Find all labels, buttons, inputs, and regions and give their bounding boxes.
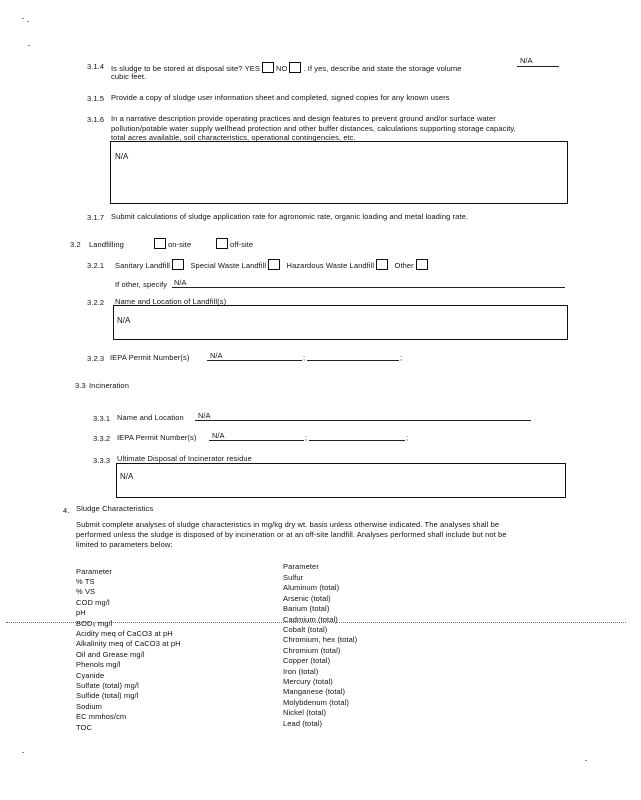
parameter-item: Lead (total) [283, 718, 323, 728]
landfill-permit-value[interactable]: N/A [210, 351, 223, 360]
incinerator-residue-label: Ultimate Disposal of Incinerator residue [117, 454, 252, 463]
parameter-col2-header: Parameter [283, 562, 319, 571]
yes-checkbox[interactable] [262, 62, 274, 73]
landfill-permit-separator-1: ; [303, 353, 306, 362]
parameter-item: EC mmhos/cm [76, 712, 127, 722]
special-waste-landfill-label: Special Waste Landfill [190, 261, 267, 270]
parameter-item: pH [76, 608, 86, 618]
section-3-2-3-number: 3.2.3 [87, 354, 105, 363]
section-3-2-2-number: 3.2.2 [87, 298, 105, 307]
incinerator-name-location-value[interactable]: N/A [198, 411, 211, 420]
section-4-number: 4. [63, 506, 70, 515]
parameter-item: Manganese (total) [283, 687, 346, 697]
incinerator-permit-value[interactable]: N/A [212, 431, 225, 440]
section-3-3-number: 3.3 [75, 381, 86, 390]
section-3-1-4-number: 3.1.4 [87, 62, 105, 71]
scan-speck [27, 21, 29, 22]
scan-speck [28, 45, 30, 46]
sludge-para-line3: limited to parameters below: [76, 540, 173, 549]
offsite-option [214, 238, 253, 249]
parameter-item: Phenols mg/l [76, 660, 121, 670]
parameter-item: Acidity meq of CaCO3 at pH [76, 629, 173, 638]
incineration-label: Incineration [89, 381, 129, 390]
parameter-item: % VS [76, 587, 96, 597]
landfill-name-location-value: N/A [117, 316, 131, 325]
other-specify-label: If other, specify [115, 280, 168, 289]
section-3-1-4-question [111, 62, 462, 73]
storage-question-tail: . If yes, describe and state the storage volume [303, 64, 462, 73]
incinerator-permit-separator-1: ; [305, 433, 308, 442]
other-landfill-checkbox[interactable] [416, 259, 428, 270]
parameter-item: Sulfur [283, 573, 304, 582]
no-checkbox[interactable] [289, 62, 301, 73]
parameter-item: Barium (total) [283, 604, 330, 614]
landfill-permit-line-1 [207, 360, 302, 361]
sanitary-landfill-label: Sanitary Landfill [115, 261, 171, 270]
scan-speck [22, 752, 24, 753]
landfill-permit-separator-2: ; [400, 353, 403, 362]
sludge-para-line2: performed unless the sludge is disposed of by incineration or at an off-site landfill. Analyses performed shall include but not be [76, 530, 507, 539]
parameter-item: Sodium [76, 701, 103, 711]
other-specify-value[interactable]: N/A [174, 278, 187, 287]
storage-question-text: Is sludge to be stored at disposal site? YES [111, 64, 260, 73]
parameter-item: Aluminum (total) [283, 583, 340, 593]
special-waste-landfill-checkbox[interactable] [268, 259, 280, 270]
sludge-characteristics-title: Sludge Characteristics [76, 504, 154, 513]
parameter-item: % TS [76, 577, 95, 586]
landfill-name-location-box[interactable] [113, 305, 568, 340]
incinerator-name-location-label: Name and Location [117, 413, 184, 422]
parameter-item: Sulfide (total) mg/l [76, 691, 139, 701]
parameter-item: Arsenic (total) [283, 593, 331, 603]
incinerator-name-location-line [195, 420, 531, 421]
parameter-item: Sulfate (total) mg/l [76, 681, 139, 690]
landfill-permit-line-2 [307, 360, 399, 361]
sludge-para-line1: Submit complete analyses of sludge characteristics in mg/kg dry wt. basis unless otherwise indicated. The analyses shall be [76, 520, 500, 529]
parameter-item: Cyanide [76, 670, 105, 680]
section-3-1-6-line3: total acres available, soil characteristics, operational contingencies, etc. [111, 133, 356, 142]
parameter-item: COD mg/l [76, 597, 110, 607]
parameter-item: BOD₅ mg/l [76, 618, 113, 628]
narrative-description-value: N/A [115, 152, 129, 161]
parameter-item: Alkalinity meq of CaCO3 at pH [76, 639, 181, 649]
parameter-item: Chromium (total) [283, 645, 341, 655]
hazardous-waste-landfill-checkbox[interactable] [376, 259, 388, 270]
section-3-3-2-number: 3.3.2 [93, 434, 111, 443]
scan-speck [585, 760, 587, 761]
landfill-permit-label: IEPA Permit Number(s) [110, 353, 190, 362]
section-3-1-6-line2: pollution/potable water supply wellhead protection and other buffer distances, calculations supporting storage capacity, [111, 124, 516, 133]
incinerator-permit-separator-2: ; [406, 433, 409, 442]
offsite-label: off-site [230, 240, 254, 249]
hazardous-waste-landfill-label: Hazardous Waste Landfill [286, 261, 375, 270]
section-3-3-1-number: 3.3.1 [93, 414, 111, 423]
section-3-1-5-text: Provide a copy of sludge user information sheet and completed, signed copies for any known users [111, 93, 450, 102]
parameter-item: Cobalt (total) [283, 625, 328, 634]
scan-speck [22, 18, 24, 19]
landfilling-label: Landfilling [89, 240, 124, 249]
onsite-option [152, 238, 191, 249]
parameter-col1-header: Parameter [76, 567, 112, 576]
parameter-item: Cadmium (total) [283, 614, 338, 624]
section-3-1-6-line1: In a narrative description provide operating practices and design features to prevent ground and/or surface water [111, 114, 496, 123]
parameter-item: Nickel (total) [283, 708, 327, 718]
storage-volume-value[interactable]: N/A [520, 56, 533, 65]
landfill-name-location-label: Name and Location of Landfill(s) [115, 297, 227, 306]
parameter-item: Molybdenum (total) [283, 697, 349, 707]
incinerator-permit-line-1 [209, 440, 304, 441]
sanitary-landfill-checkbox[interactable] [172, 259, 184, 270]
landfill-type-options [115, 259, 430, 270]
narrative-description-box[interactable] [110, 141, 568, 204]
offsite-checkbox[interactable] [216, 238, 228, 249]
onsite-label: on-site [168, 240, 192, 249]
incinerator-residue-value: N/A [120, 472, 134, 481]
other-specify-line [172, 287, 565, 288]
incinerator-residue-box[interactable] [116, 463, 566, 498]
parameter-item: TOC [76, 722, 92, 732]
parameter-item: Copper (total) [283, 656, 331, 666]
incinerator-permit-line-2 [309, 440, 405, 441]
section-3-1-7-number: 3.1.7 [87, 213, 105, 222]
section-3-2-1-number: 3.2.1 [87, 261, 105, 270]
parameter-item: Chromium, hex (total) [283, 635, 358, 645]
onsite-checkbox[interactable] [154, 238, 166, 249]
parameter-item: Mercury (total) [283, 677, 333, 686]
section-3-1-7-text: Submit calculations of sludge application rate for agronomic rate, organic loading and metal loading rate. [111, 212, 469, 221]
incinerator-permit-label: IEPA Permit Number(s) [117, 433, 197, 442]
no-label: NO [275, 64, 288, 73]
parameter-item: Iron (total) [283, 666, 319, 676]
section-3-2-number: 3.2 [70, 240, 81, 249]
other-landfill-label: Other [394, 261, 414, 270]
storage-volume-line [517, 66, 559, 67]
section-3-1-6-number: 3.1.6 [87, 115, 105, 124]
section-3-3-3-number: 3.3.3 [93, 456, 111, 465]
cubic-feet-label: cubic feet. [111, 72, 147, 81]
section-3-1-5-number: 3.1.5 [87, 94, 105, 103]
parameter-item: Oil and Grease mg/l [76, 649, 145, 659]
